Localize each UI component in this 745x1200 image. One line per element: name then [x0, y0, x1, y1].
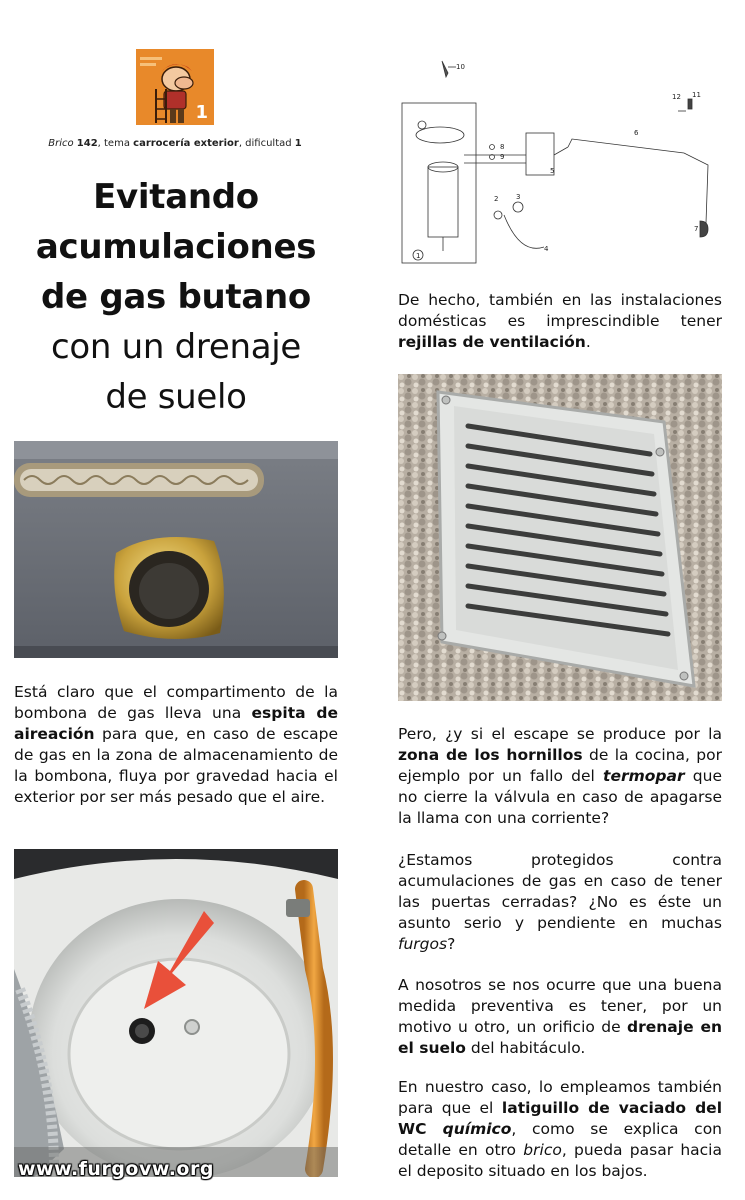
p6-text-3: , pueda pasar hacia el deposito situado en los bajos.: [398, 1141, 722, 1180]
p4-text-1: ¿Estamos protegidos contra acumulaciones de gas en caso de tener las puertas cerradas? ¿No es éste un asunto serio y pendiente en muchas: [398, 851, 722, 932]
ventilation-grille-photo: [398, 374, 722, 701]
brico-caption: [0, 138, 350, 149]
dificultad-label: , dificultad: [238, 138, 295, 149]
p3-bold-italic-1: termopar: [603, 767, 685, 785]
title-line-2: acumulaciones: [35, 227, 317, 267]
p3-text-3: que no cierre la válvula en caso de apagarse la llama con una corriente?: [398, 767, 722, 827]
diagram-label-5: 5: [550, 167, 555, 175]
dificultad-value: 1: [294, 138, 302, 149]
p3-bold-1: zona de los hornillos: [398, 746, 583, 764]
p6-text-1: En nuestro caso, lo empleamos también para que el: [398, 1078, 722, 1117]
p5-bold-1: drenaje en el suelo: [398, 1018, 722, 1057]
floor-vent-photo: [14, 441, 338, 658]
diagram-label-12: 12: [672, 93, 681, 101]
p3-text-2: de la cocina, por ejemplo por un fallo del: [398, 746, 723, 785]
brico-label: Brico: [48, 138, 74, 149]
paragraph-drenaje: [398, 975, 722, 1059]
diagram-label-10: 10: [456, 63, 465, 71]
paragraph-rejillas: [398, 290, 722, 353]
diagram-label-2: 2: [494, 195, 499, 203]
p1-text-2: para que, en caso de escape de gas en la zona de almacenamiento de la bombona, fluya por gravedad hacia el exterior por ser más pesado que el aire.: [14, 725, 338, 806]
diagram-label-3: 3: [516, 193, 521, 201]
title-line-5: de suelo: [105, 377, 247, 417]
site-watermark: www.furgovw.org: [18, 1158, 214, 1180]
diagram-label-9: 9: [500, 153, 505, 161]
title-line-4: con un drenaje: [50, 327, 302, 367]
p6-bold-1: latiguillo de vaciado del WC: [398, 1099, 723, 1138]
title-line-1: Evitando: [93, 177, 259, 217]
diagram-label-7: 7: [694, 225, 699, 233]
paragraph-aireacion: [14, 682, 338, 808]
diagram-label-1: 1: [416, 252, 421, 260]
p6-text-2: , como se explica con detalle en otro: [398, 1120, 722, 1159]
p5-text-1: A nosotros se nos ocurre que una buena medida preventiva es tener, por un motivo u otro, un orificio de: [398, 976, 722, 1036]
diagram-label-11: 11: [692, 91, 701, 99]
diagram-label-6: 6: [634, 129, 639, 137]
p3-text-1: Pero, ¿y si el escape se produce por la: [398, 725, 722, 743]
paragraph-protegidos: [398, 850, 722, 955]
p2-bold-1: rejillas de ventilación: [398, 333, 586, 351]
p2-text-1: De hecho, también en las instalaciones domésticas es imprescindible tener: [398, 291, 722, 330]
p6-italic-1: brico: [523, 1141, 562, 1159]
brico-number: 142: [76, 138, 98, 149]
p1-bold-1: espita de aireación: [14, 704, 338, 743]
p2-text-2: .: [585, 333, 591, 351]
difficulty-number: 1: [195, 102, 208, 123]
brico-logo: [136, 49, 214, 125]
exploded-diagram: [394, 55, 724, 270]
diagram-label-8: 8: [500, 143, 505, 151]
gas-compartment-photo: [14, 849, 338, 1177]
title-line-3: de gas butano: [41, 277, 311, 317]
paragraph-hornillos: [398, 724, 722, 829]
p6-bold-italic-1: químico: [442, 1120, 512, 1138]
p4-italic-1: furgos: [398, 935, 448, 953]
paragraph-latiguillo: [398, 1077, 722, 1182]
p1-text-1: Está claro que el compartimento de la bombona de gas lleva una: [14, 683, 338, 722]
p4-text-2: ?: [447, 935, 456, 953]
tema-label: , tema: [97, 138, 134, 149]
tema-value: carrocería exterior: [133, 138, 239, 149]
page-title: [14, 172, 338, 422]
diagram-label-4: 4: [544, 245, 549, 253]
p5-text-2: del habitáculo.: [465, 1039, 586, 1057]
